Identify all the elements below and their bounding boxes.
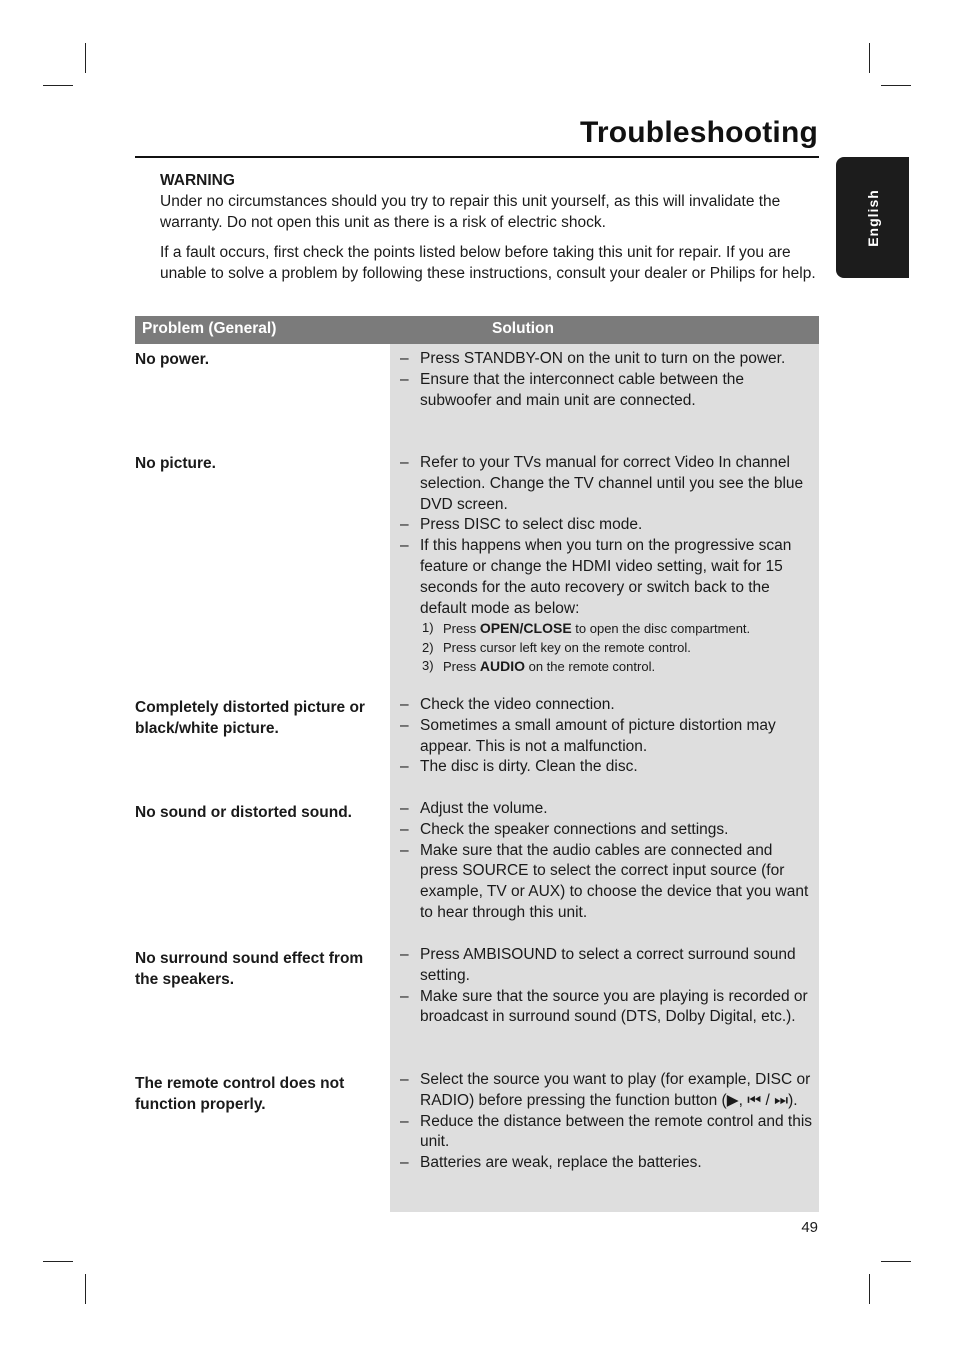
solution-list xyxy=(400,695,814,778)
page-number: 49 xyxy=(801,1219,818,1236)
step-item: 3) Press AUDIO on the remote control. xyxy=(422,658,656,675)
solution-list xyxy=(400,1070,814,1174)
solution-item: – Press STANDBY-ON on the unit to turn on the power. xyxy=(400,350,786,367)
table-header xyxy=(135,316,819,344)
solution-item: – Ensure that the interconnect cable between the subwoofer and main unit are connected. xyxy=(400,370,744,409)
crop-mark xyxy=(85,43,86,73)
header-problem: Problem (General) xyxy=(142,320,277,337)
problem-label: No picture. xyxy=(135,455,216,472)
language-tab xyxy=(836,157,909,278)
solution-item: – Adjust the volume. xyxy=(400,800,548,817)
language-tab-label: English xyxy=(864,188,881,247)
crop-mark xyxy=(869,1274,870,1304)
solution-item: – Make sure that the audio cables are connected and press SOURCE to select the correct input source (for example, TV or AUX) to choose the device that you want to hear through this unit. xyxy=(400,841,809,921)
solution-list xyxy=(400,349,814,411)
solution-list xyxy=(400,799,814,924)
solution-item: – Make sure that the source you are playing is recorded or broadcast in surround sound (DTS, Dolby Digital, etc.). xyxy=(400,987,808,1026)
intro-section xyxy=(160,170,820,284)
step-item: 2) Press cursor left key on the remote control. xyxy=(422,639,691,655)
solution-list xyxy=(400,945,814,1028)
solution-item: – Check the video connection. xyxy=(400,696,615,713)
crop-mark xyxy=(881,1261,911,1262)
problem-label: No power. xyxy=(135,351,210,368)
crop-mark xyxy=(881,85,911,86)
solution-item: – Sometimes a small amount of picture distortion may appear. This is not a malfunction. xyxy=(400,716,776,755)
problem-label: No surround sound effect from the speakers. xyxy=(135,950,364,988)
step-item: 1) Press OPEN/CLOSE to open the disc compartment. xyxy=(422,620,751,637)
crop-mark xyxy=(869,43,870,73)
crop-mark xyxy=(85,1274,86,1304)
solution-list xyxy=(400,453,814,677)
problem-label: No sound or distorted sound. xyxy=(135,804,352,821)
crop-mark xyxy=(43,1261,73,1262)
solution-item: – The disc is dirty. Clean the disc. xyxy=(400,758,638,776)
solution-item: – If this happens when you turn on the progressive scan feature or change the HDMI video setting, wait for 15 seconds for the auto recovery or switch back to the default mode as below: 1) Press OPEN/CLOSE to open the disc compartment. 2) Press cursor left key on the remote control. 3) Press AUDIO on the remote control. xyxy=(400,536,814,677)
page-title: Troubleshooting xyxy=(580,116,818,149)
solution-item: – Refer to your TVs manual for correct Video In channel selection. Change the TV channel until you see the blue DVD screen. xyxy=(400,454,804,513)
header-solution: Solution xyxy=(492,320,554,337)
solution-item: – Batteries are weak, replace the batteries. xyxy=(400,1154,702,1172)
step-list xyxy=(420,619,814,677)
solution-item: – Check the speaker connections and settings. xyxy=(400,820,729,838)
solution-item: – Press DISC to select disc mode. xyxy=(400,516,643,534)
warning-text: Under no circumstances should you try to repair this unit yourself, as this will invalidate the warranty. Do not open this unit as there is a risk of electric shock. xyxy=(160,193,781,231)
fault-text: If a fault occurs, first check the points listed below before taking this unit for repair. If you are unable to solve a problem by following these instructions, consult your dealer or Philips for help. xyxy=(160,244,816,282)
title-rule xyxy=(135,156,819,158)
warning-heading: WARNING xyxy=(160,172,235,189)
problem-label: The remote control does not function properly. xyxy=(135,1075,345,1113)
solution-item: – Reduce the distance between the remote control and this unit. xyxy=(400,1112,813,1151)
crop-mark xyxy=(43,85,73,86)
solution-item: – Press AMBISOUND to select a correct surround sound setting. xyxy=(400,946,796,984)
problem-label: Completely distorted picture or black/white picture. xyxy=(135,699,365,737)
solution-item: – Select the source you want to play (for example, DISC or RADIO) before pressing the function button (▶, ⏮ / ⏭). xyxy=(400,1071,811,1109)
